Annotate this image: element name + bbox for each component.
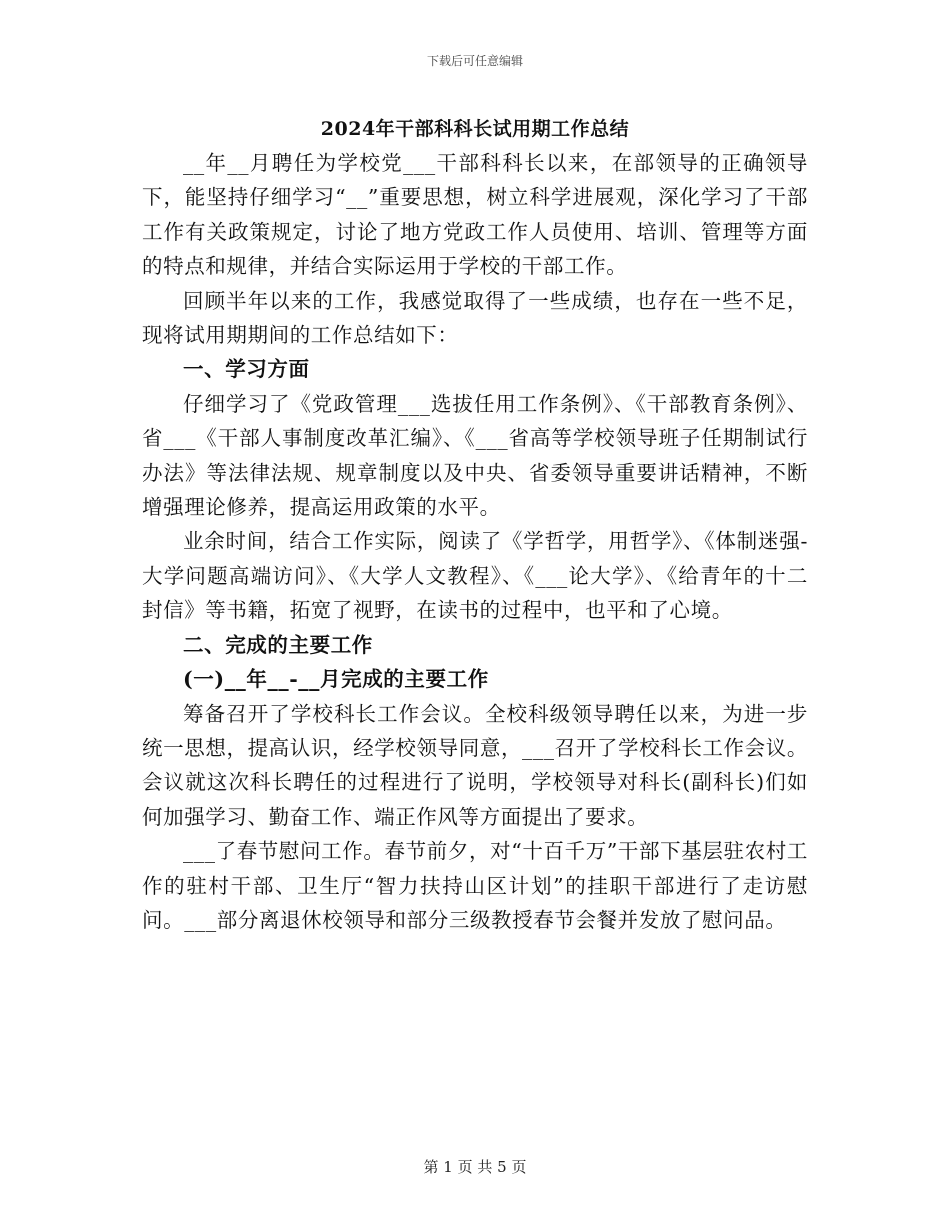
document-body <box>142 146 808 937</box>
paragraph-study-regulations: 仔细学习了《党政管理___选拔任用工作条例》、《干部教育条例》、省___《干部人事制度改革汇编》、《___省高等学校领导班子任期制试行办法》等法律法规、规章制度以及中央、省委领导重要讲话精神，不断增强理论修养，提高运用政策的水平。 <box>142 391 808 520</box>
header-note: 下载后可任意编辑 <box>426 54 523 68</box>
paragraph-meeting: 筹备召开了学校科长工作会议。全校科级领导聘任以来，为进一步统一思想，提高认识，经学校领导同意，___召开了学校科长工作会议。会议就这次科长聘任的过程进行了说明，学校领导对科长(副科长)们如何加强学习、勤奋工作、端正作风等方面提出了要求。 <box>142 701 808 829</box>
section-heading-study: 一、学习方面 <box>183 357 310 382</box>
page-footer: 第 1 页 共 5 页 <box>423 1158 527 1176</box>
paragraph-intro: __年__月聘任为学校党___干部科科长以来，在部领导的正确领导下，能坚持仔细学习“__”重要思想，树立科学进展观，深化学习了干部工作有关政策规定，讨论了地方党政工作人员使用、培训、管理等方面的特点和规律，并结合实际运用于学校的干部工作。 <box>142 151 808 279</box>
paragraph-study-reading: 业余时间，结合工作实际，阅读了《学哲学，用哲学》、《体制迷强-大学问题高端访问》、《大学人文教程》、《___论大学》、《给青年的十二封信》等书籍，拓宽了视野，在读书的过程中，也平和了心境。 <box>142 529 808 623</box>
paragraph-review: 回顾半年以来的工作，我感觉取得了一些成绩，也存在一些不足，现将试用期期间的工作总结如下： <box>142 288 808 348</box>
paragraph-spring-festival: ___了春节慰问工作。春节前夕，对“十百千万”干部下基层驻农村工作的驻村干部、卫生厅“智力扶持山区计划”的挂职干部进行了走访慰问。___部分离退休校领导和部分三级教授春节会餐并发放了慰问品。 <box>142 839 808 932</box>
subsection-heading-period: (一)__年__-__月完成的主要工作 <box>183 667 489 692</box>
document-title: 2024年干部科科长试用期工作总结 <box>320 118 630 140</box>
section-heading-main-work: 二、完成的主要工作 <box>183 632 373 657</box>
